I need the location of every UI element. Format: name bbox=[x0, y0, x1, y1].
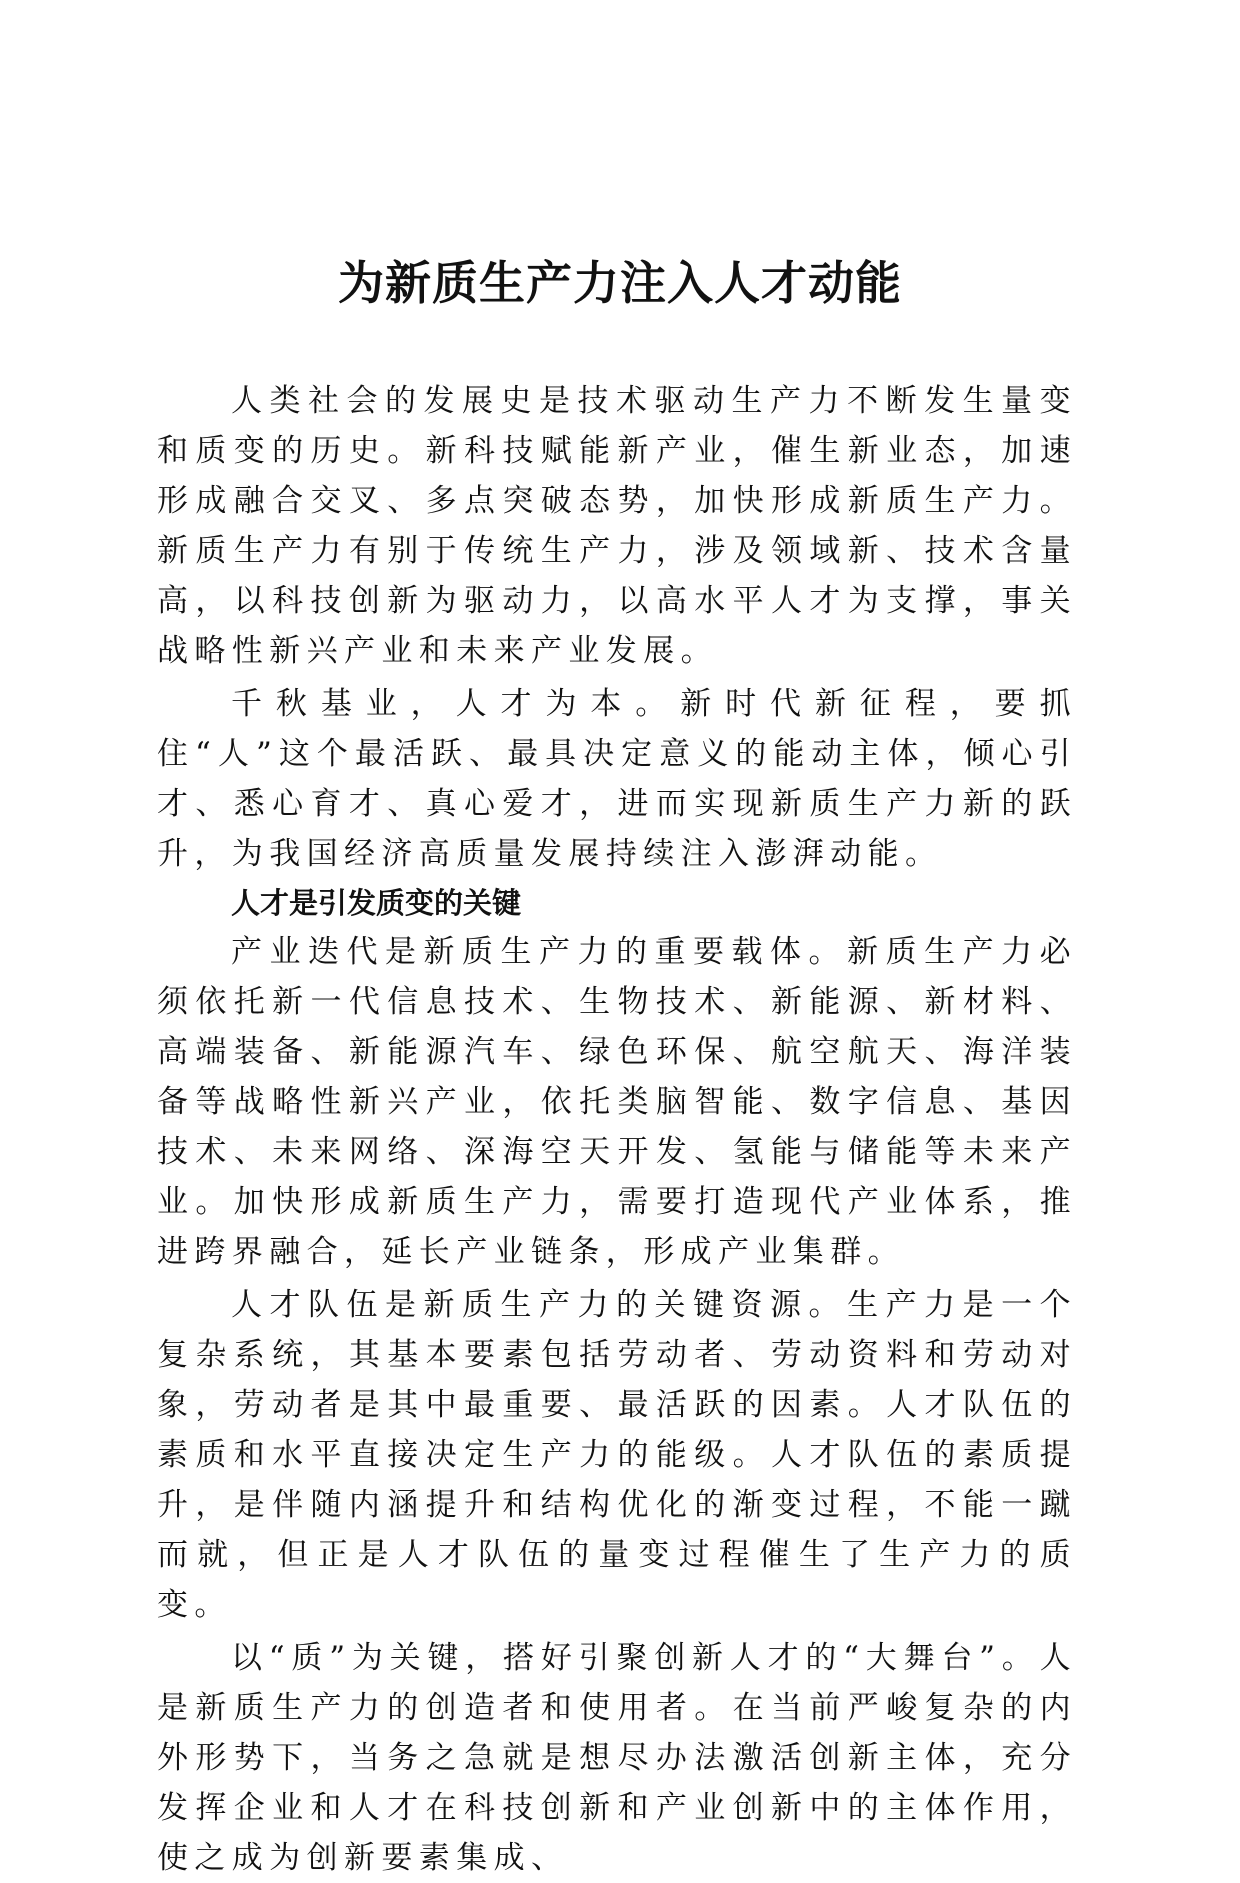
document-title: 为新质生产力注入人才动能 bbox=[338, 256, 902, 310]
paragraph-quality-stage: 以“质”为关键，搭好引聚创新人才的“大舞台”。人是新质生产力的创造者和使用者。在当前严峻复杂的内外形势下，当务之急就是想尽办法激活创新主体，充分发挥企业和人才在科技创新和产业创新中的主体作用，使之成为创新要素集成、 bbox=[157, 1640, 1077, 1876]
section-heading: 人才是引发质变的关键 bbox=[231, 886, 522, 920]
paragraph-industry-iteration: 产业迭代是新质生产力的重要载体。新质生产力必须依托新一代信息技术、生物技术、新能源、新材料、高端装备、新能源汽车、绿色环保、航空航天、海洋装备等战略性新兴产业，依托类脑智能、数字信息、基因技术、未来网络、深海空天开发、氢能与储能等未来产业。加快形成新质生产力，需要打造现代产业体系，推进跨界融合，延长产业链条，形成产业集群。 bbox=[157, 934, 1077, 1270]
paragraph-talent-foundation: 千秋基业，人才为本。新时代新征程，要抓住“人”这个最活跃、最具决定意义的能动主体，倾心引才、悉心育才、真心爱才，进而实现新质生产力新的跃升，为我国经济高质量发展持续注入澎湃动能。 bbox=[157, 686, 1077, 872]
document-body bbox=[157, 376, 1077, 1883]
paragraph-intro: 人类社会的发展史是技术驱动生产力不断发生量变和质变的历史。新科技赋能新产业，催生新业态，加速形成融合交叉、多点突破态势，加快形成新质生产力。新质生产力有别于传统生产力，涉及领域新、技术含量高，以科技创新为驱动力，以高水平人才为支撑，事关战略性新兴产业和未来产业发展。 bbox=[157, 383, 1077, 669]
paragraph-talent-resources: 人才队伍是新质生产力的关键资源。生产力是一个复杂系统，其基本要素包括劳动者、劳动资料和劳动对象，劳动者是其中最重要、最活跃的因素。人才队伍的素质和水平直接决定生产力的能级。人才队伍的素质提升，是伴随内涵提升和结构优化的渐变过程，不能一蹴而就，但正是人才队伍的量变过程催生了生产力的质变。 bbox=[157, 1287, 1077, 1623]
